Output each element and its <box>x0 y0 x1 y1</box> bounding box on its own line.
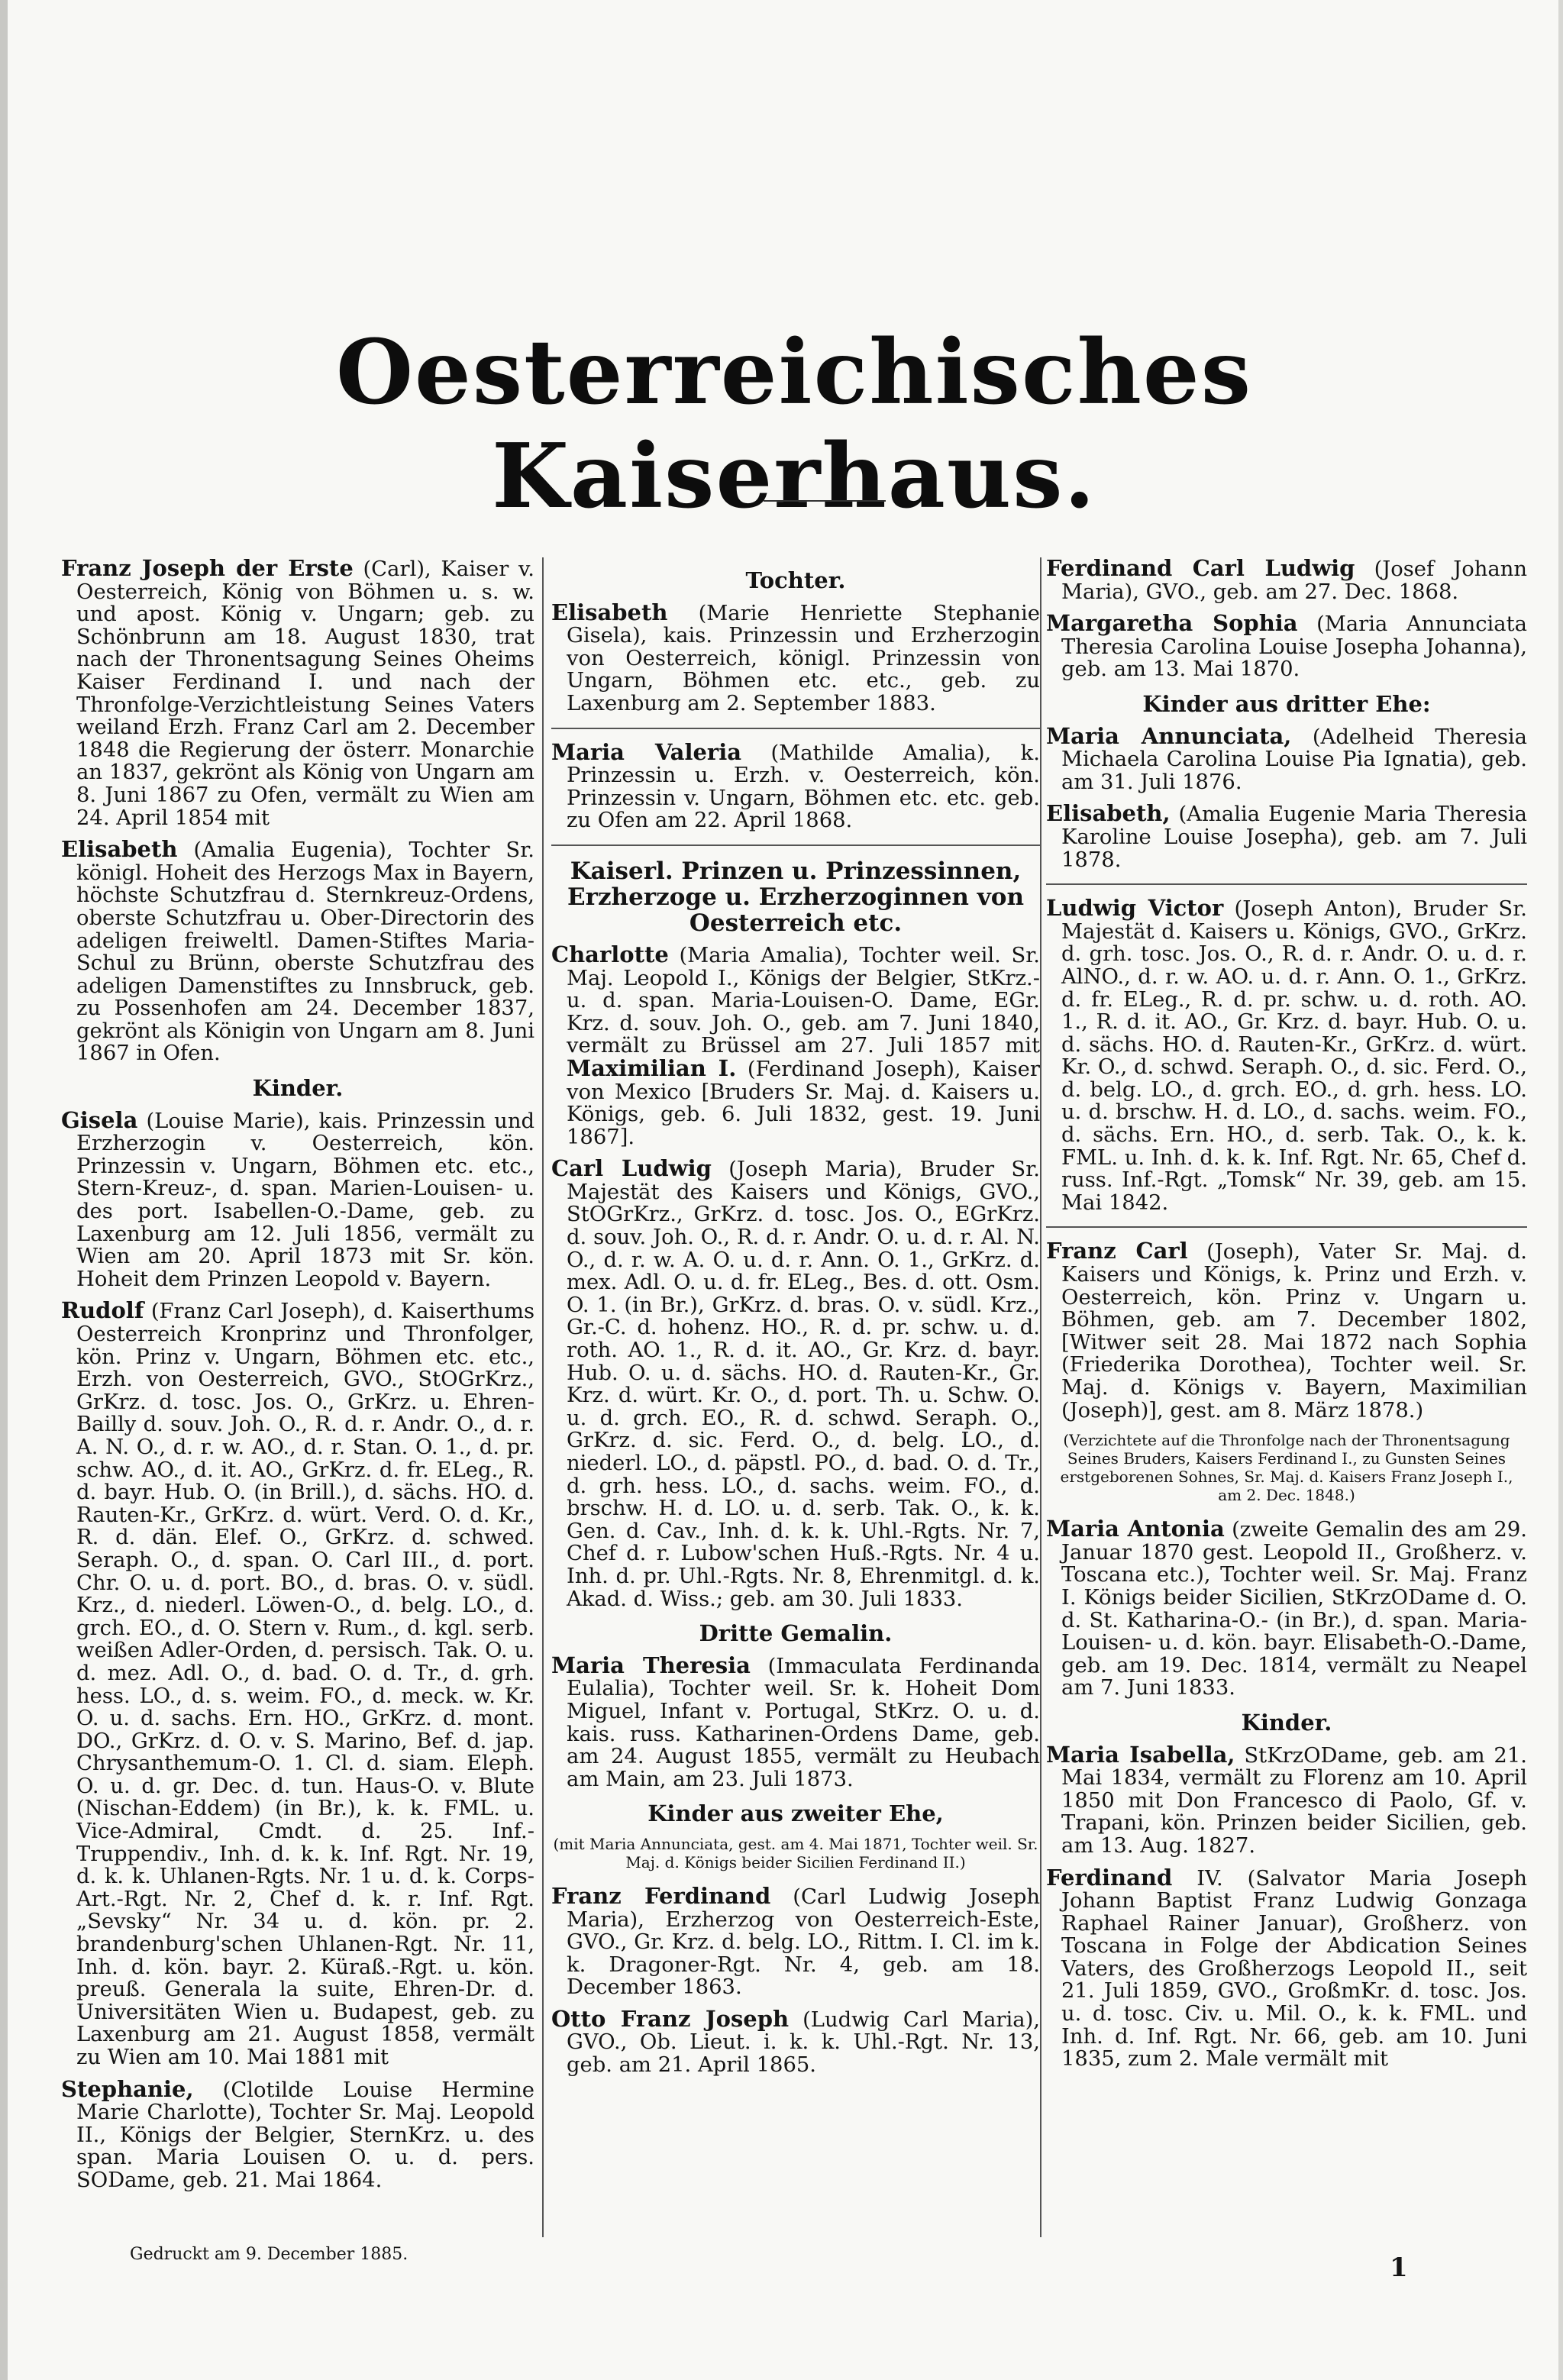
entry-name: Franz Ferdinand <box>551 1882 771 1909</box>
entry-text: (Josef Johann Maria), GVO., geb. am 27. Dec. 1868. <box>1061 557 1527 604</box>
section-heading-kinder-dritter-ehe: Kinder aus dritter Ehe: <box>1142 690 1431 717</box>
entry-name: Franz Joseph der Erste <box>61 555 354 581</box>
entry-text: (Joseph), Vater Sr. Maj. d. Kaisers und Königs, k. Prinz und Erzh. v. Oesterreich, kön. Prinz v. Ungarn u. Böhmen, geb. am 7. December 1802, [Witwer seit 28. Mai 1872 nach Sophia (Friederika Dorothea), Tochter weil. Sr. Maj. d. Königs v. Bayern, Maximilian (Joseph)], gest. am 8. März 1878.) <box>1061 1240 1527 1423</box>
entry-text: (Ferdinand Joseph), Kaiser von Mexico [Bruders Sr. Maj. d. Kaisers u. Königs, geb. 6. Juli 1832, gest. 19. Juni 1867]. <box>567 1057 1040 1149</box>
page-number: 1 <box>1390 2252 1408 2283</box>
entry-text: (Carl), Kaiser v. Oesterreich, König von Böhmen u. s. w. und apost. König v. Ungarn; geb. zu Schönbrunn am 18. August 1830, trat nach der Thronentsagung Seines Oheims Kaiser Ferdinand I. und nach der Thronfolge-Verzichtleistung Seines Vaters weiland Erzh. Franz Carl am 2. December 1848 die Regierung der österr. Monarchie an 1837, gekrönt als König von Ungarn am 8. Juni 1867 zu Ofen, vermält zu Wien am 24. April 1854 mit <box>76 557 534 830</box>
entry-text: (Carl Ludwig Joseph Maria), Erzherzog von Oesterreich-Este, GVO., Gr. Krz. d. belg. LO., Rittm. I. Cl. im k. k. Dragoner-Rgt. Nr. 4, geb. am 18. December 1863. <box>567 1884 1040 2000</box>
entry-name: Ludwig Victor <box>1046 895 1224 922</box>
entry-elisabeth-daughter <box>551 599 1040 715</box>
column-1 <box>61 557 534 2201</box>
entry-name: Franz Carl <box>1046 1238 1188 1264</box>
entry-ferdinand-iv <box>1046 1864 1527 2072</box>
entry-name: Gisela <box>61 1106 138 1133</box>
section-note: (mit Maria Annunciata, gest. am 4. Mai 1871, Tochter weil. Sr. Maj. d. Königs beider Sicilien Ferdinand II.) <box>553 1834 1038 1871</box>
column-divider-2 <box>1040 557 1041 2237</box>
entry-name: Maria Theresia <box>551 1652 751 1678</box>
entry-name: Elisabeth <box>61 836 178 863</box>
entry-ludwig-victor <box>1046 897 1527 1214</box>
section-note: (Verzichtete auf die Thronfolge nach der Thronentsagung Seines Bruders, Kaisers Ferdinand I., zu Gunsten Seines erstgeborenen Sohnes, Sr. Maj. d. Kaisers Franz Joseph I., am 2. Dec. 1848.) <box>1060 1431 1513 1505</box>
entry-elisabeth <box>61 838 534 1065</box>
entry-text: (Joseph Maria), Bruder Sr. Majestät des Kaisers und Königs, GVO., StOGrKrz., GrKrz. d. tosc. Jos. O., EGrKrz. d. souv. Joh. O., R. d. r. Andr. O. u. d. r. Al. N. O., d. r. w. A. O. u. d. r. Ann. O. 1., GrKrz. d. mex. Adl. O. u. d. fr. ELeg., Bes. d. ott. Osm. O. 1. (in Br.), GrKrz. d. bras. O. v. südl. Krz., Gr.-C. d. hohenz. HO., R. d. pr. schw. u. d. roth. AO. 1., R. d. it. AO., Gr. Krz. d. bayr. Hub. O. u. d. sächs. HO. d. Rauten-Kr., Gr. Krz. d. würt. Kr. O., d. port. Th. u. Schw. O. u. d. grch. EO., R. d. schwd. Seraph. O., GrKrz. d. sic. Ferd. O., d. belg. LO., d. niederl. LO., d. päpstl. PO., d. bad. O. d. Tr., d. grh. hess. LO., d. sachs. weim. FO., d. brschw. H. d. LO. u. d. serb. Tak. O., k. k. Gen. d. Cav., Inh. d. k. k. Uhl.-Rgts. Nr. 7, Chef d. r. Lubow'schen Huß.-Rgts. Nr. 4 u. Inh. d. pr. Uhl.-Rgts. Nr. 8, Ehrenmitgl. d. k. Akad. d. Wiss.; geb. am 30. Juli 1833. <box>567 1158 1040 1611</box>
section-divider <box>551 844 1040 846</box>
entry-name: Carl Ludwig <box>551 1155 712 1182</box>
section-heading-dritte-gemalin: Dritte Gemalin. <box>699 1620 893 1647</box>
entry-text: (Amalia Eugenie Maria Theresia Karoline Louise Josepha), geb. am 7. Juli 1878. <box>1061 802 1527 872</box>
entry-text: (Ludwig Carl Maria), GVO., Ob. Lieut. i. k. k. Uhl.-Rgt. Nr. 13, geb. am 21. April 1865. <box>567 2007 1040 2078</box>
entry-elisabeth-1878 <box>1046 802 1527 871</box>
entry-text: (Mathilde Amalia), k. Prinzessin u. Erzh. v. Oesterreich, kön. Prinzessin v. Ungarn, Böhmen etc. etc. geb. zu Ofen am 22. April 1868. <box>567 741 1040 833</box>
title-divider <box>764 500 886 502</box>
entry-text: IV. (Salvator Maria Joseph Johann Baptist Franz Ludwig Gonzaga Raphael Rainer Januar), Großherz. von Toscana in Folge der Abdication Seines Vaters, des Großherzogs Leopold II., seit 21. Juli 1859, GVO., GroßmKr. d. tosc. Jos. u. d. tosc. Civ. u. Mil. O., k. k. FML. und Inh. d. Inf. Rgt. Nr. 66, geb. am 10. Juni 1835, zum 2. Male vermält mit <box>1061 1866 1527 2072</box>
entry-margaretha <box>1046 612 1527 681</box>
entry-maria-isabella <box>1046 1741 1527 1858</box>
section-heading-kinder-zweiter-ehe: Kinder aus zweiter Ehe, <box>647 1800 944 1827</box>
entry-otto <box>551 2005 1040 2078</box>
entry-text: (Adelheid Theresia Michaela Carolina Louise Pia Ignatia), geb. am 31. Juli 1876. <box>1061 725 1527 794</box>
column-3 <box>1046 557 1527 2080</box>
entry-text: (Maria Annunciata Theresia Carolina Louise Josepha Johanna), geb. am 13. Mai 1870. <box>1061 612 1527 682</box>
entry-maria-valeria <box>551 738 1040 833</box>
entry-maria-theresia <box>551 1652 1040 1791</box>
section-divider <box>551 728 1040 729</box>
entry-name: Margaretha Sophia <box>1046 610 1298 637</box>
section-heading-prinzen: Kaiserl. Prinzen u. Prinzessinnen, Erzherzoge u. Erzherzoginnen von Oesterreich etc. <box>567 857 1024 937</box>
entry-text: (Marie Henriette Stephanie Gisela), kais. Prinzessin und Erzherzogin von Oesterreich, königl. Prinzessin von Ungarn, Böhmen etc. etc., geb. zu Laxenburg am 2. September 1883. <box>567 601 1040 715</box>
entry-text: (Clotilde Louise Hermine Marie Charlotte), Tochter Sr. Maj. Leopold II., Königs der Belgier, SternKrz. u. des span. Maria Louisen O. u. d. pers. SODame, geb. 21. Mai 1864. <box>76 2078 534 2192</box>
column-divider-1 <box>542 557 544 2237</box>
entry-stephanie <box>61 2075 534 2192</box>
entry-franz-ferdinand <box>551 1882 1040 2000</box>
entry-text: (Maria Amalia), Tochter weil. Sr. Maj. Leopold I., Königs der Belgier, StKrz.- u. d. span. Maria-Louisen-O. Dame, EGr. Krz. d. souv. Joh. O., geb. am 7. Juni 1840, vermält zu Brüssel am 27. Juli 1857 mit <box>567 943 1040 1058</box>
entry-text: (zweite Gemalin des am 29. Januar 1870 gest. Leopold II., Großherz. v. Toscana etc.), Tochter weil. Sr. Maj. Franz I. Königs beider Sicilien, StKrzODame d. O. d. St. Katharina-O.- (in Br.), d. span. Maria-Louisen- u. d. kön. bayr. Elisabeth-O.-Dame, geb. am 19. Dec. 1814, vermält zu Neapel am 7. Juni 1833. <box>1061 1518 1527 1700</box>
entry-franz-carl <box>1046 1240 1527 1422</box>
entry-name: Stephanie, <box>61 2075 194 2102</box>
entry-name: Maria Valeria <box>551 738 742 765</box>
entry-name: Maria Antonia <box>1046 1516 1225 1542</box>
section-divider <box>1046 883 1527 885</box>
entry-name: Ferdinand <box>1046 1864 1173 1891</box>
entry-text: (Louise Marie), kais. Prinzessin und Erzherzogin v. Oesterreich, kön. Prinzessin v. Ungarn, Böhmen etc. etc., Stern-Kreuz-, d. span. Marien-Louisen- u. des port. Isabellen-O.-Dame, geb. zu Laxenburg am 12. Juli 1856, vermält zu Wien am 20. April 1873 mit Sr. kön. Hoheit dem Prinzen Leopold v. Bayern. <box>76 1109 534 1291</box>
entry-text: StKrzODame, geb. am 21. Mai 1834, vermält zu Florenz am 10. April 1850 mit Don Francesco di Paolo, Gf. v. Trapani, kön. Prinzen beider Sicilien, geb. am 13. Aug. 1827. <box>1061 1743 1527 1858</box>
section-divider <box>1046 1226 1527 1228</box>
entry-gisela <box>61 1106 534 1291</box>
entry-name: Ferdinand Carl Ludwig <box>1046 555 1355 581</box>
section-heading-tochter: Tochter. <box>745 567 846 593</box>
entry-text: (Immaculata Ferdinanda Eulalia), Tochter weil. Sr. k. Hoheit Dom Miguel, Infant v. Portugal, StKrz. O. u. d. kais. russ. Katharinen-Ordens Dame, geb. am 24. August 1855, vermält zu Heubach am Main, am 23. Juli 1873. <box>567 1654 1040 1791</box>
entry-rudolf <box>61 1297 534 2069</box>
entry-maria-antonia <box>1046 1518 1527 1700</box>
entry-ferdinand-carl <box>1046 557 1527 603</box>
entry-text: (Joseph Anton), Bruder Sr. Majestät d. Kaisers u. Königs, GVO., GrKrz. d. grh. tosc. Jos. O., R. d. r. Andr. O. u. d. r. AlNO., d. r. w. AO. u. d. r. Ann. O. 1., GrKrz. d. fr. ELeg., R. d. pr. schw. u. d. roth. AO. 1., R. d. it. AO., Gr. Krz. d. bayr. Hub. O. u. d. sächs. HO. d. Rauten-Kr., GrKrz. d. würt. Kr. O., d. schwd. Seraph. O., d. sic. Ferd. O., d. belg. LO., d. grch. EO., d. grh. hess. LO. u. d. brschw. H. d. LO., d. sachs. weim. FO., d. sächs. Ern. HO., d. serb. Tak. O., k. k. FML. u. Inh. d. k. k. Inf. Rgt. Nr. 65, Chef d. russ. Inf.-Rgt. „Tomsk“ Nr. 39, geb. am 15. Mai 1842. <box>1061 897 1527 1215</box>
entry-carl-ludwig <box>551 1155 1040 1611</box>
entry-text: (Amalia Eugenia), Tochter Sr. königl. Hoheit des Herzogs Max in Bayern, höchste Schutzfrau d. Sternkreuz-Ordens, oberste Schutzfrau u. Ober-Directorin des adeligen freiweltl. Damen-Stiftes Maria-Schul zu Brünn, oberste Schutzfrau des adeligen Damenstiftes zu Innsbruck, geb. zu Possenhofen am 24. December 1837, gekrönt als Königin von Ungarn am 8. Juni 1867 in Ofen. <box>76 838 534 1066</box>
entry-text: (Franz Carl Joseph), d. Kaiserthums Oesterreich Kronprinz und Thronfolger, kön. Prinz v. Ungarn, Böhmen etc. etc., Erzh. von Oesterreich, GVO., StOGrKrz., GrKrz. d. tosc. Jos. O., GrKrz. u. Ehren-Bailly d. souv. Joh. O., R. d. r. Andr. O., d. r. A. N. O., d. r. w. AO., d. r. Stan. O. 1., d. pr. schw. AO., d. it. AO., GrKrz. d. fr. ELeg., R. d. bayr. Hub. O. (in Brill.), d. sächs. HO. d. Rauten-Kr., GrKrz. d. würt. Verd. O. d. Kr., R. d. dän. Elef. O., GrKrz. d. schwed. Seraph. O., d. span. O. Carl III., d. port. Chr. O. u. d. port. BO., d. bras. O. v. südl. Krz., d. niederl. Löwen-O., d. belg. LO., d. grch. EO., d. O. Stern v. Rum., d. kgl. serb. weißen Adler-Orden, d. persisch. Tak. O. u. d. mez. Adl. O., d. bad. O. d. Tr., d. grh. hess. LO., d. s. weim. FO., d. meck. w. Kr. O. u. d. sachs. Ern. HO., GrKrz. d. mont. DO., GrKrz. d. O. v. S. Marino, Bef. d. jap. Chrysanthemum-O. 1. Cl. d. siam. Eleph. O. u. d. gr. Dec. d. tun. Haus-O. v. Blute (Nischan-Eddem) (in Br.), k. k. FML. u. Vice-Admiral, Cmdt. d. 25. Inf.-Truppendiv., Inh. d. k. k. Inf. Rgt. Nr. 19, d. k. k. Uhlanen-Rgts. Nr. 1 u. d. k. Corps-Art.-Rgt. Nr. 2, Chef d. k. r. Inf. Rgt. „Sevsky“ Nr. 34 u. d. kön. pr. 2. brandenburg'schen Uhlanen-Rgt. Nr. 11, Inh. d. kön. bayr. 2. Küraß.-Rgt. u. kön. preuß. Generala la suite, Ehren-Dr. d. Universitäten Wien u. Budapest, geb. zu Laxenburg am 21. August 1858, vermält zu Wien am 10. Mai 1881 mit <box>76 1300 534 2069</box>
entry-name: Otto Franz Joseph <box>551 2005 790 2032</box>
entry-franz-joseph <box>61 557 534 829</box>
printed-date: Gedruckt am 9. December 1885. <box>130 2245 409 2264</box>
entry-maria-annunciata <box>1046 722 1527 794</box>
entry-name: Charlotte <box>551 941 669 967</box>
section-heading-kinder: Kinder. <box>1241 1709 1332 1736</box>
page-title: Oesterreichisches Kaiserhaus. <box>335 321 1253 528</box>
entry-name: Elisabeth <box>551 599 668 625</box>
entry-name: Maria Isabella, <box>1046 1741 1235 1768</box>
entry-name: Elisabeth, <box>1046 800 1171 827</box>
column-2 <box>551 557 1040 2086</box>
section-heading-kinder: Kinder. <box>252 1075 344 1102</box>
entry-name: Rudolf <box>61 1297 144 1324</box>
entry-name: Maximilian I. <box>567 1054 737 1081</box>
entry-charlotte <box>551 941 1040 1149</box>
entry-name: Maria Annunciata, <box>1046 722 1292 749</box>
